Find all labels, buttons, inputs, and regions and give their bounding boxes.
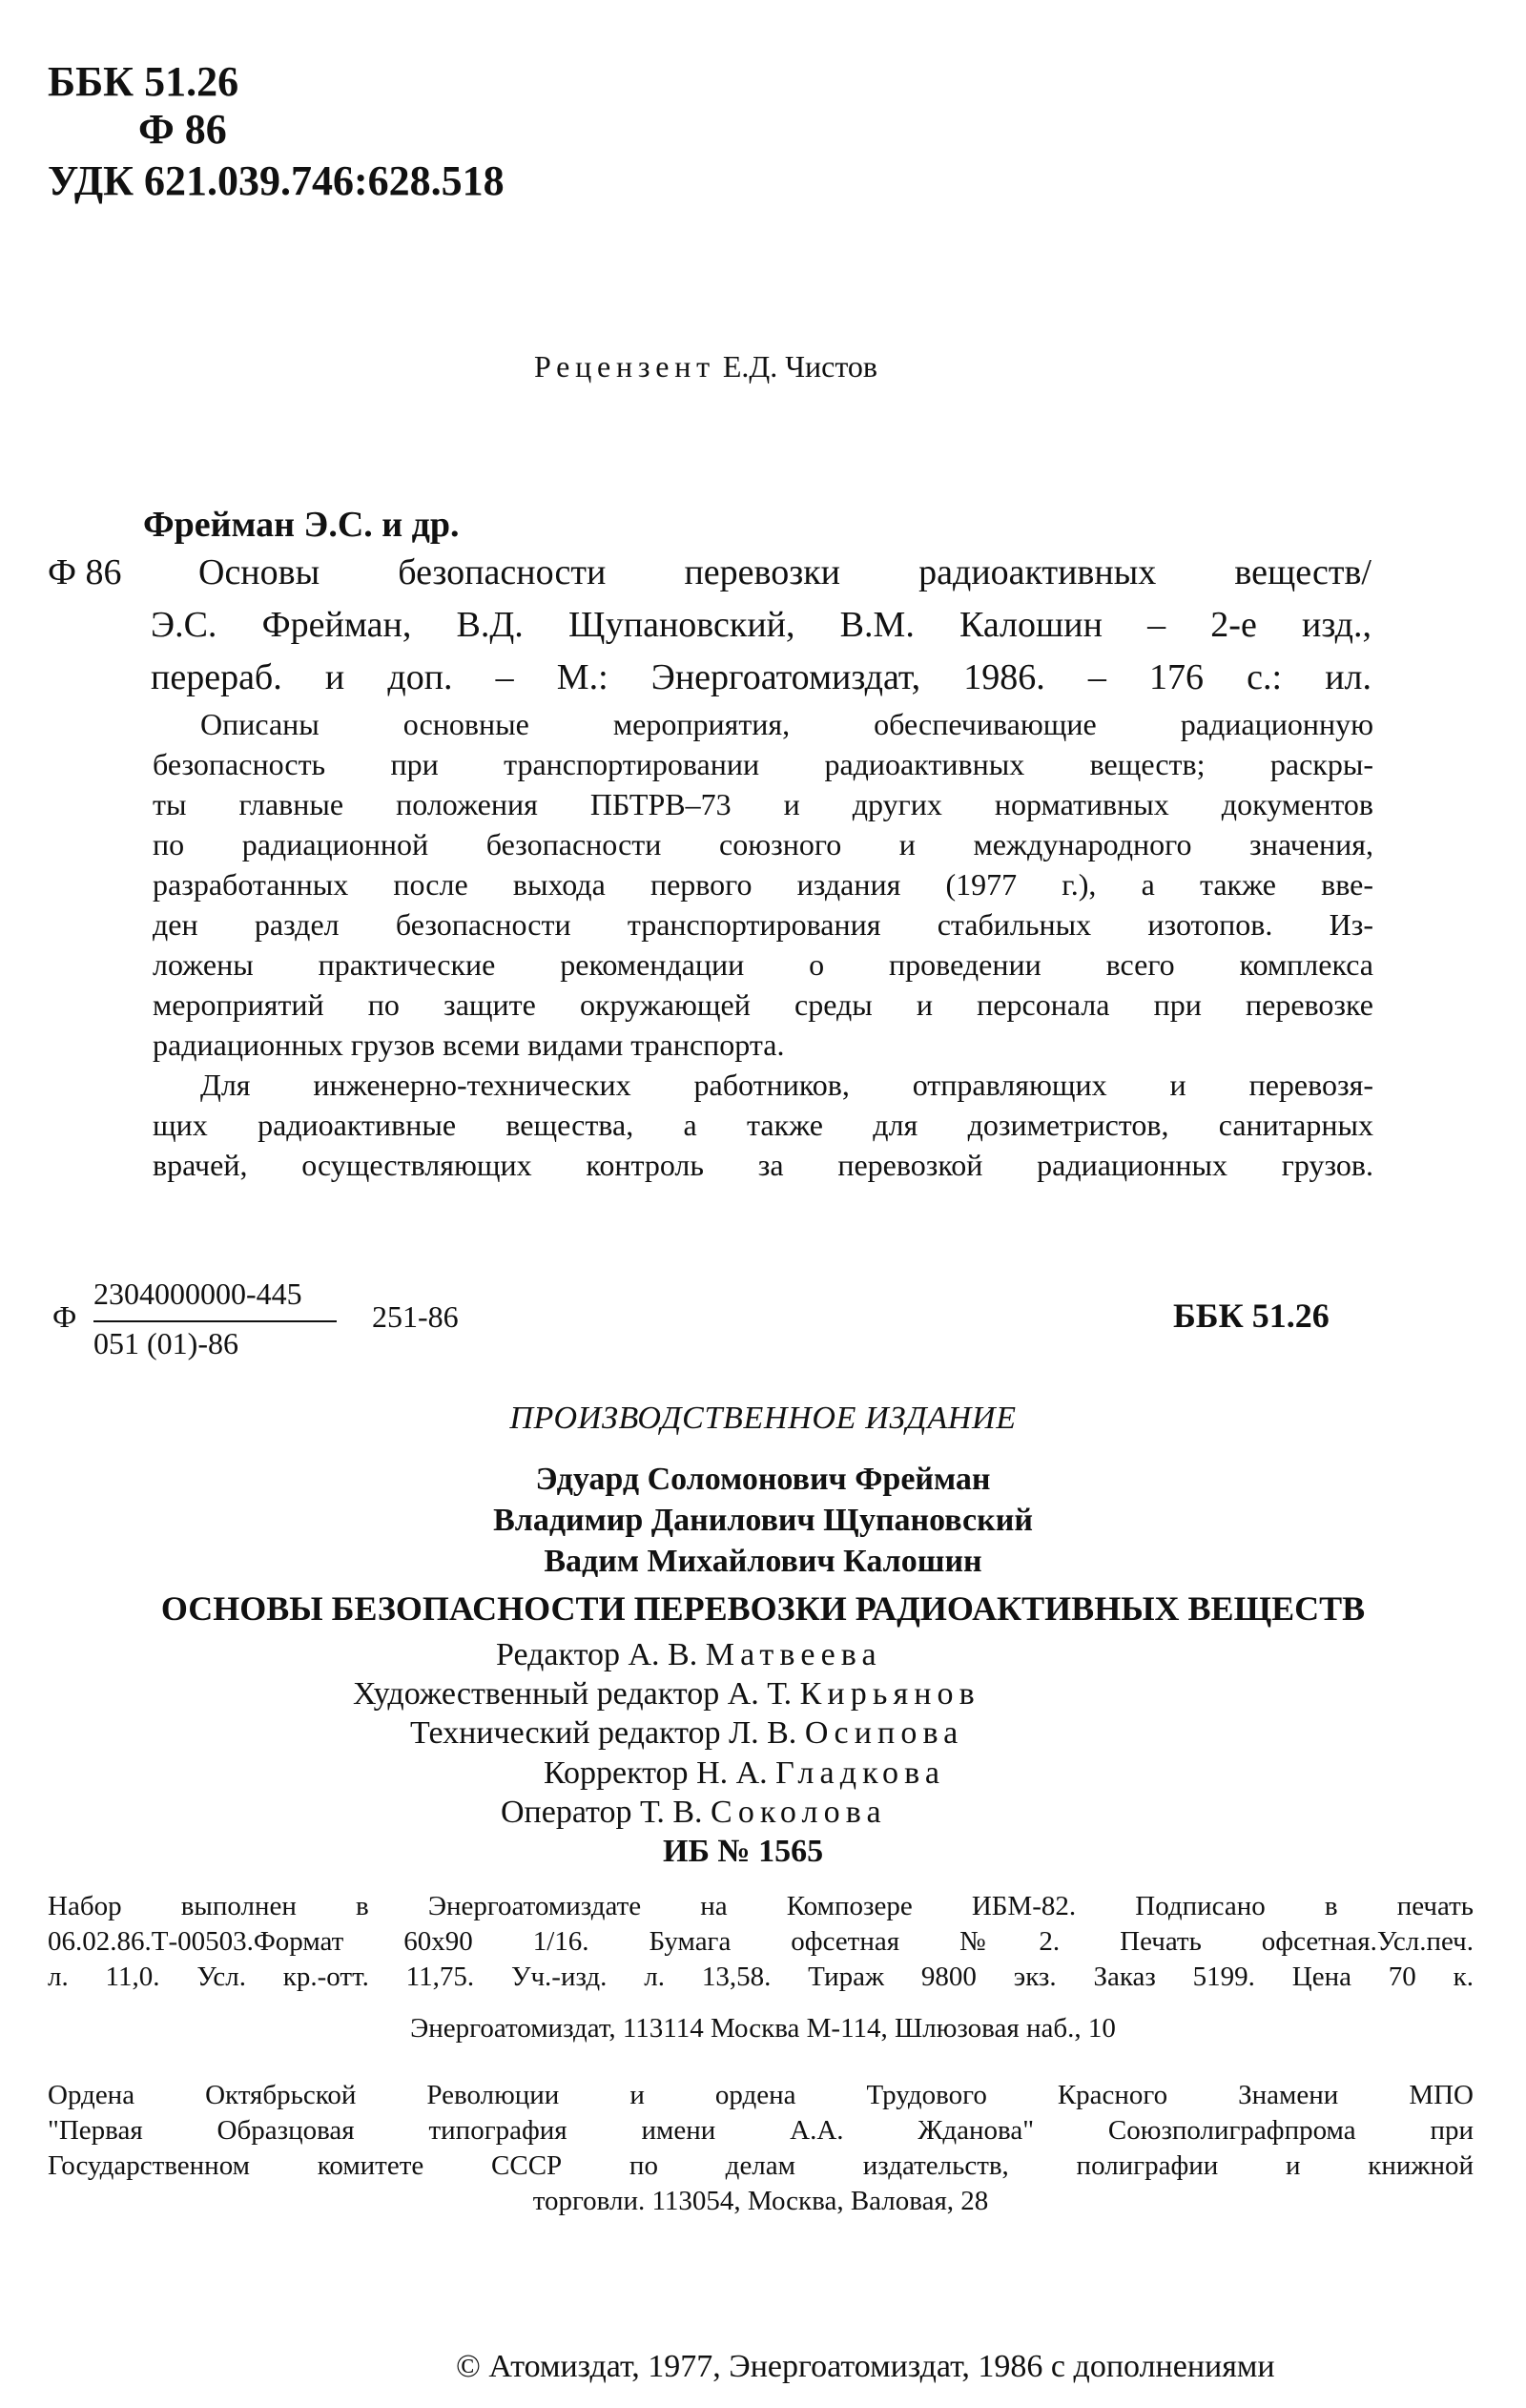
bibliography-line-1: Основы безопасности перевозки радиоактивных веществ/ bbox=[198, 552, 1371, 592]
print-details bbox=[48, 1889, 1474, 1995]
credit-art-editor bbox=[353, 1676, 980, 1713]
reviewer-label: Рецензент bbox=[534, 349, 715, 384]
credit-editor bbox=[496, 1637, 882, 1673]
printer-line: Ордена Октябрьской Революции и ордена Трудового Красного Знамени МПО bbox=[48, 2080, 1474, 2110]
credit-role: Оператор bbox=[501, 1795, 632, 1830]
credit-tech-editor bbox=[410, 1715, 963, 1752]
book-title: ОСНОВЫ БЕЗОПАСНОСТИ ПЕРЕВОЗКИ РАДИОАКТИВНЫХ ВЕЩЕСТВ bbox=[160, 1589, 1366, 1628]
credit-initials: Л. В. bbox=[729, 1715, 797, 1751]
reviewer-line bbox=[534, 349, 877, 384]
annotation-line: врачей, осуществляющих контроль за перевозкой радиационных грузов. bbox=[153, 1148, 1373, 1182]
credit-initials: Т. В. bbox=[639, 1795, 703, 1830]
credit-surname: Матвеева bbox=[705, 1637, 882, 1672]
edition-type: ПРОИЗВОДСТВЕННОЕ ИЗДАНИЕ bbox=[509, 1401, 1017, 1436]
index-code: Ф 86 bbox=[138, 106, 227, 153]
bibliography-line-2: Э.С. Фрейман, В.Д. Щупановский, В.М. Калошин – 2-е изд., bbox=[151, 605, 1371, 645]
annotation-line: щих радиоактивные вещества, а также для дозиметристов, санитарных bbox=[153, 1108, 1373, 1142]
print-line: 06.02.86.Т-00503.Формат 60х90 1/16. Бумага офсетная №2. Печать офсетная.Усл.печ. bbox=[48, 1926, 1474, 1957]
copyright: © Атомиздат, 1977, Энергоатомиздат, 1986 с дополнениями bbox=[456, 2349, 1275, 2384]
annotation-line: радиационных грузов всеми видами транспорта. bbox=[153, 1028, 785, 1062]
printer-details bbox=[48, 2078, 1474, 2219]
author-full-2: Владимир Данилович Щупановский bbox=[493, 1503, 1033, 1538]
credit-role: Художественный редактор bbox=[353, 1676, 720, 1712]
credit-role: Редактор bbox=[496, 1637, 620, 1672]
index-denominator: 051 (01)-86 bbox=[93, 1326, 238, 1360]
credit-corrector bbox=[544, 1755, 945, 1792]
author-full-3: Вадим Михайлович Калошин bbox=[544, 1544, 982, 1579]
annotation-line: ты главные положения ПБТРВ–73 и других нормативных документов bbox=[153, 787, 1373, 821]
fraction-bar bbox=[93, 1320, 337, 1322]
credit-operator bbox=[501, 1795, 887, 1831]
credit-initials: А. В. bbox=[628, 1637, 698, 1672]
annotation-line: Для инженерно-технических работников, отправляющих и перевозя- bbox=[200, 1068, 1373, 1102]
index-phi: Ф bbox=[52, 1299, 77, 1334]
printer-line: "Первая Образцовая типография имени А.А. Жданова" Союзполиграфпрома при bbox=[48, 2115, 1474, 2146]
credit-initials: А. Т. bbox=[727, 1676, 793, 1712]
udk-code: УДК 621.039.746:628.518 bbox=[48, 157, 505, 204]
annotation-line: мероприятий по защите окружающей среды и персонала при перевозке bbox=[153, 987, 1373, 1022]
print-line: л. 11,0. Усл. кр.-отт. 11,75. Уч.-изд. л. 13,58. Тираж 9800 экз. Заказ 5199. Цена 70 к. bbox=[48, 1962, 1474, 1992]
credit-role: Технический редактор bbox=[410, 1715, 721, 1751]
bibliography-code: Ф 86 bbox=[48, 552, 122, 592]
credit-surname: Соколова bbox=[711, 1795, 887, 1830]
author-full-1: Эдуард Соломонович Фрейман bbox=[535, 1462, 991, 1497]
annotation-line: Описаны основные мероприятия, обеспечивающие радиационную bbox=[200, 707, 1373, 741]
printer-line: Государственном комитете СССР по делам издательств, полиграфии и книжной bbox=[48, 2150, 1474, 2181]
credit-surname: Осипова bbox=[804, 1715, 964, 1751]
index-numerator: 2304000000-445 bbox=[93, 1277, 302, 1311]
index-suffix: 251-86 bbox=[372, 1299, 459, 1334]
credit-initials: Н. А. bbox=[696, 1755, 768, 1791]
reviewer-name: Е.Д. Чистов bbox=[722, 349, 877, 384]
bibliography-author: Фрейман Э.С. и др. bbox=[143, 505, 460, 545]
bbk-code-bottom: ББК 51.26 bbox=[1173, 1297, 1330, 1335]
printer-line: торговли. 113054, Москва, Валовая, 28 bbox=[532, 2186, 989, 2216]
bbk-code: ББК 51.26 bbox=[48, 58, 239, 105]
credit-role: Корректор bbox=[544, 1755, 689, 1791]
annotation-line: по радиационной безопасности союзного и международного значения, bbox=[153, 827, 1373, 861]
publisher-address: Энергоатомиздат, 113114 Москва М-114, Шлюзовая наб., 10 bbox=[410, 2013, 1116, 2044]
bibliography-line-3: перераб. и доп. – М.: Энергоатомиздат, 1986. – 176 с.: ил. bbox=[151, 657, 1371, 697]
print-line: Набор выполнен в Энергоатомиздате на Композере ИБМ-82. Подписано в печать bbox=[48, 1891, 1474, 1921]
annotation-line: безопасность при транспортировании радиоактивных веществ; раскры- bbox=[153, 747, 1373, 781]
credit-surname: Гладкова bbox=[775, 1755, 946, 1791]
ib-number: ИБ № 1565 bbox=[663, 1834, 824, 1869]
credit-surname: Кирьянов bbox=[799, 1676, 980, 1712]
annotation-line: разработанных после выхода первого издания (1977 г.), а также вве- bbox=[153, 867, 1373, 902]
annotation-line: ден раздел безопасности транспортирования стабильных изотопов. Из- bbox=[153, 907, 1373, 942]
annotation bbox=[153, 704, 1373, 1185]
annotation-line: ложены практические рекомендации о проведении всего комплекса bbox=[153, 947, 1373, 982]
